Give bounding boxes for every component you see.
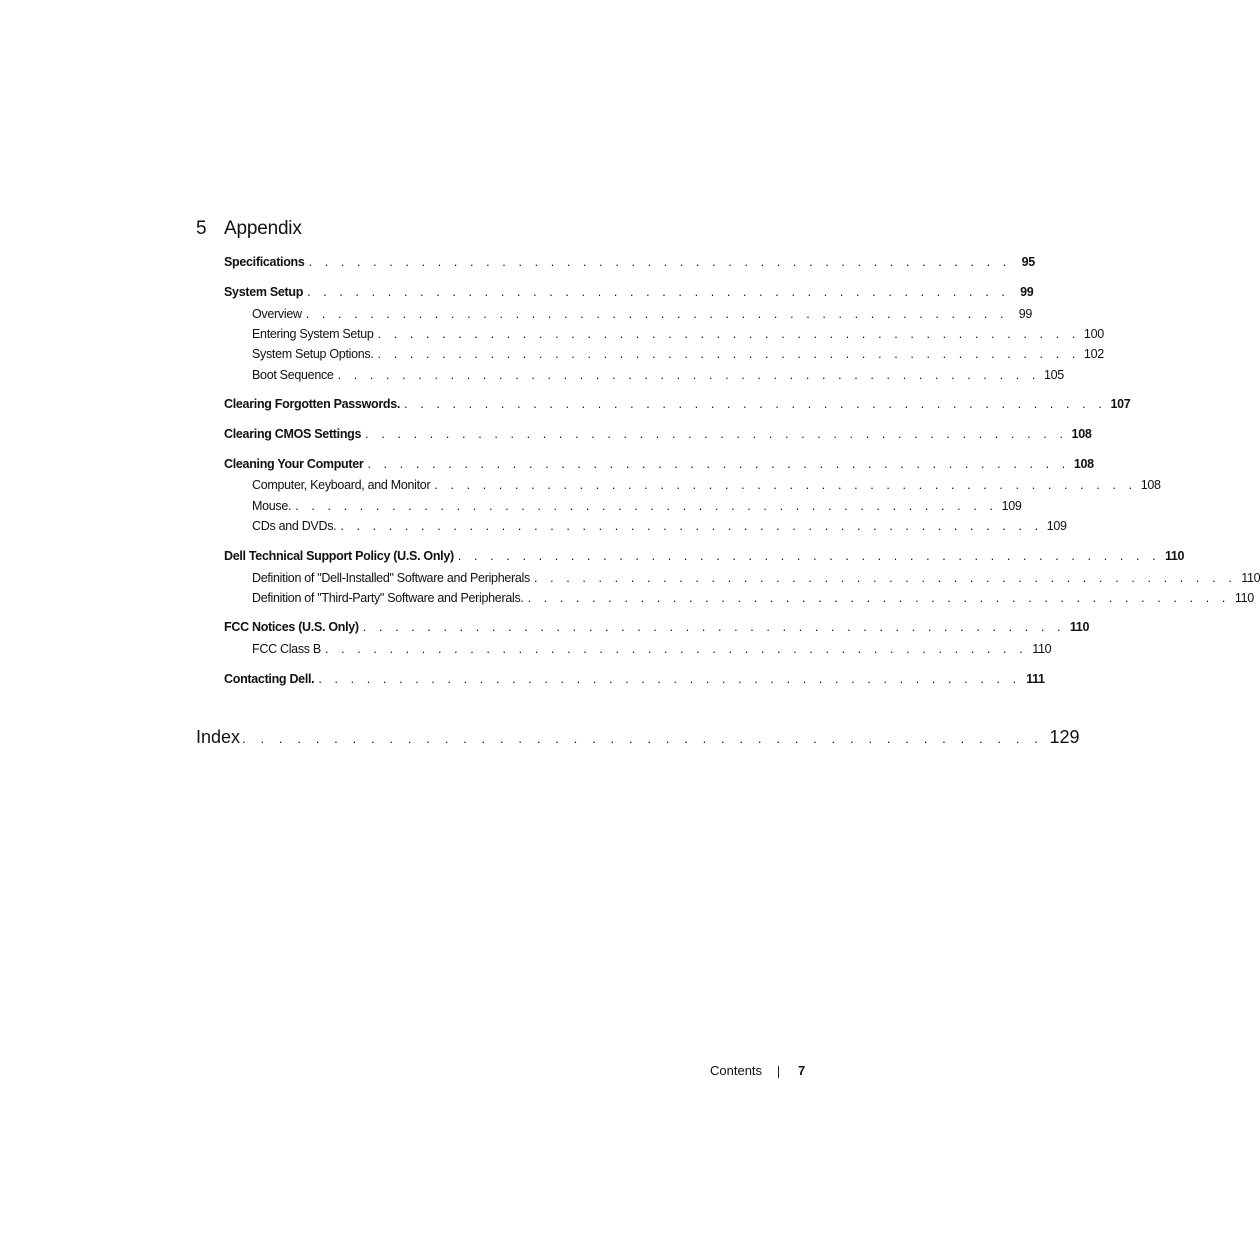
toc-subentry-fcc-class-b[interactable] — [252, 640, 1052, 658]
toc-entry-specifications[interactable] — [224, 253, 1035, 271]
toc-entry-page: 110 — [1069, 620, 1090, 634]
toc-entry-label: System Setup Options. — [252, 347, 374, 361]
dot-leader: . . . . . . . . . . . . . . . . . . . . . . . . . . . . . . . . . . . . . . . . . . . . — [365, 427, 1068, 441]
toc-entry-label: Clearing CMOS Settings — [224, 427, 362, 441]
toc-entry-page: 99 — [1018, 307, 1033, 321]
dot-leader: . . . . . . . . . . . . . . . . . . . . . . . . . . . . . . . . . . . . . . . . . . . . — [337, 368, 1040, 382]
dot-leader: . . . . . . . . . . . . . . . . . . . . . . . . . . . . . . . . . . . . . . . . . . . . — [324, 642, 1028, 656]
dot-leader: . . . . . . . . . . . . . . . . . . . . . . . . . . . . . . . . . . . . . . . . . . . . — [362, 620, 1066, 634]
toc-entry-page: 110 — [1032, 642, 1052, 656]
toc-entry-label: Definition of "Third-Party" Software and Peripherals. — [252, 591, 524, 605]
toc-entry-page: 110 — [1234, 591, 1254, 605]
index-page: 129 — [1049, 727, 1080, 747]
footer-page-number: 7 — [798, 1063, 806, 1078]
dot-leader: . . . . . . . . . . . . . . . . . . . . . . . . . . . . . . . . . . . . . . . . . . . . — [305, 307, 1009, 321]
chapter-title: Appendix — [224, 218, 302, 239]
toc-subentry-third-party-definition[interactable] — [252, 589, 1254, 607]
footer-divider — [778, 1066, 779, 1078]
dot-leader: . . . . . . . . . . . . . . . . . . . . . . . . . . . . . . . . . . . . . . . . . . . . — [377, 327, 1080, 341]
toc-entry-label: Dell Technical Support Policy (U.S. Only) — [224, 549, 454, 563]
index-label: Index — [196, 727, 241, 747]
toc-entry-label: FCC Notices (U.S. Only) — [224, 620, 359, 634]
toc-entry-contacting-dell[interactable] — [224, 670, 1045, 688]
toc-subentry-entering-system-setup[interactable] — [252, 325, 1104, 343]
toc-subentry-dell-installed-definition[interactable] — [252, 569, 1260, 587]
toc-entry-page: 102 — [1083, 347, 1104, 361]
toc-entry-page: 100 — [1083, 327, 1104, 341]
dot-leader: . . . . . . . . . . . . . . . . . . . . . . . . . . . . . . . . . . . . . . . . . . . . — [527, 591, 1230, 605]
toc-entry-label: Computer, Keyboard, and Monitor — [252, 478, 431, 492]
toc-entry-page: 109 — [1046, 519, 1067, 533]
dot-leader: . . . . . . . . . . . . . . . . . . . . . . . . . . . . . . . . . . . . . . . . . . . . — [307, 285, 1010, 299]
toc-entry-label: CDs and DVDs. — [252, 519, 337, 533]
dot-leader: . . . . . . . . . . . . . . . . . . . . . . . . . . . . . . . . . . . . . . . . . . . . — [367, 457, 1070, 471]
toc-entry-label: Clearing Forgotten Passwords. — [224, 397, 401, 411]
toc-entry-dell-technical-support-policy[interactable] — [224, 547, 1185, 565]
toc-entry-index[interactable] — [196, 725, 1080, 749]
toc-subentry-system-setup-options[interactable] — [252, 345, 1104, 363]
toc-entry-cleaning-your-computer[interactable] — [224, 455, 1094, 473]
dot-leader: . . . . . . . . . . . . . . . . . . . . . . . . . . . . . . . . . . . . . . . . . . . . — [318, 672, 1021, 686]
toc-subentry-cds-and-dvds[interactable] — [252, 517, 1067, 535]
dot-leader: . . . . . . . . . . . . . . . . . . . . . . . . . . . . . . . . . . . . . . . . . . . . — [457, 549, 1161, 563]
toc-entry-label: Mouse. — [252, 499, 292, 513]
toc-entry-page: 110 — [1164, 549, 1185, 563]
toc-entry-page: 108 — [1071, 427, 1092, 441]
toc-subentry-boot-sequence[interactable] — [252, 366, 1064, 384]
toc-entry-label: Specifications — [224, 255, 305, 269]
toc-entry-label: Definition of "Dell-Installed" Software and Peripherals — [252, 571, 530, 585]
toc-entry-page: 109 — [1001, 499, 1022, 513]
dot-leader: . . . . . . . . . . . . . . . . . . . . . . . . . . . . . . . . . . . . . . . . . . . . — [295, 499, 998, 513]
toc-subentry-mouse[interactable] — [252, 497, 1022, 515]
footer-section-label: Contents — [710, 1063, 763, 1078]
toc-entry-fcc-notices[interactable] — [224, 618, 1090, 636]
toc-entry-label: System Setup — [224, 285, 304, 299]
toc-entry-page: 111 — [1026, 672, 1045, 686]
toc-entry-label: Boot Sequence — [252, 368, 334, 382]
chapter-heading — [196, 218, 302, 240]
dot-leader: . . . . . . . . . . . . . . . . . . . . . . . . . . . . . . . . . . . . . . . . . . . . — [533, 571, 1237, 585]
toc-entry-clearing-cmos-settings[interactable] — [224, 425, 1092, 443]
dot-leader: . . . . . . . . . . . . . . . . . . . . . . . . . . . . . . . . . . . . . . . . . . . . — [377, 347, 1080, 361]
toc-entry-page: 105 — [1043, 368, 1064, 382]
toc-entry-page: 110 — [1241, 571, 1260, 585]
toc-entry-page: 95 — [1021, 255, 1035, 269]
toc-entry-system-setup[interactable] — [224, 283, 1034, 301]
toc-entry-label: Overview — [252, 307, 302, 321]
toc-entry-label: Cleaning Your Computer — [224, 457, 364, 471]
dot-leader: . . . . . . . . . . . . . . . . . . . . . . . . . . . . . . . . . . . . . . . . . . . . — [242, 731, 1044, 746]
toc-subentry-overview[interactable] — [252, 305, 1033, 323]
dot-leader: . . . . . . . . . . . . . . . . . . . . . . . . . . . . . . . . . . . . . . . . . . . . — [340, 519, 1043, 533]
toc-entry-page: 99 — [1020, 285, 1034, 299]
toc-entry-label: Contacting Dell. — [224, 672, 315, 686]
page-footer — [700, 1061, 810, 1081]
toc-entry-label: Entering System Setup — [252, 327, 374, 341]
toc-entry-clearing-forgotten-passwords[interactable] — [224, 395, 1131, 413]
toc-entry-page: 108 — [1140, 478, 1161, 492]
chapter-number: 5 — [196, 218, 207, 239]
toc-entry-page: 107 — [1110, 397, 1131, 411]
dot-leader: . . . . . . . . . . . . . . . . . . . . . . . . . . . . . . . . . . . . . . . . . . . . — [404, 397, 1107, 411]
toc-entry-label: FCC Class B — [252, 642, 321, 656]
toc-subentry-computer-keyboard-monitor[interactable] — [252, 476, 1161, 494]
dot-leader: . . . . . . . . . . . . . . . . . . . . . . . . . . . . . . . . . . . . . . . . . . . . — [308, 255, 1011, 269]
toc-entry-page: 108 — [1073, 457, 1094, 471]
dot-leader: . . . . . . . . . . . . . . . . . . . . . . . . . . . . . . . . . . . . . . . . . . . . — [434, 478, 1137, 492]
